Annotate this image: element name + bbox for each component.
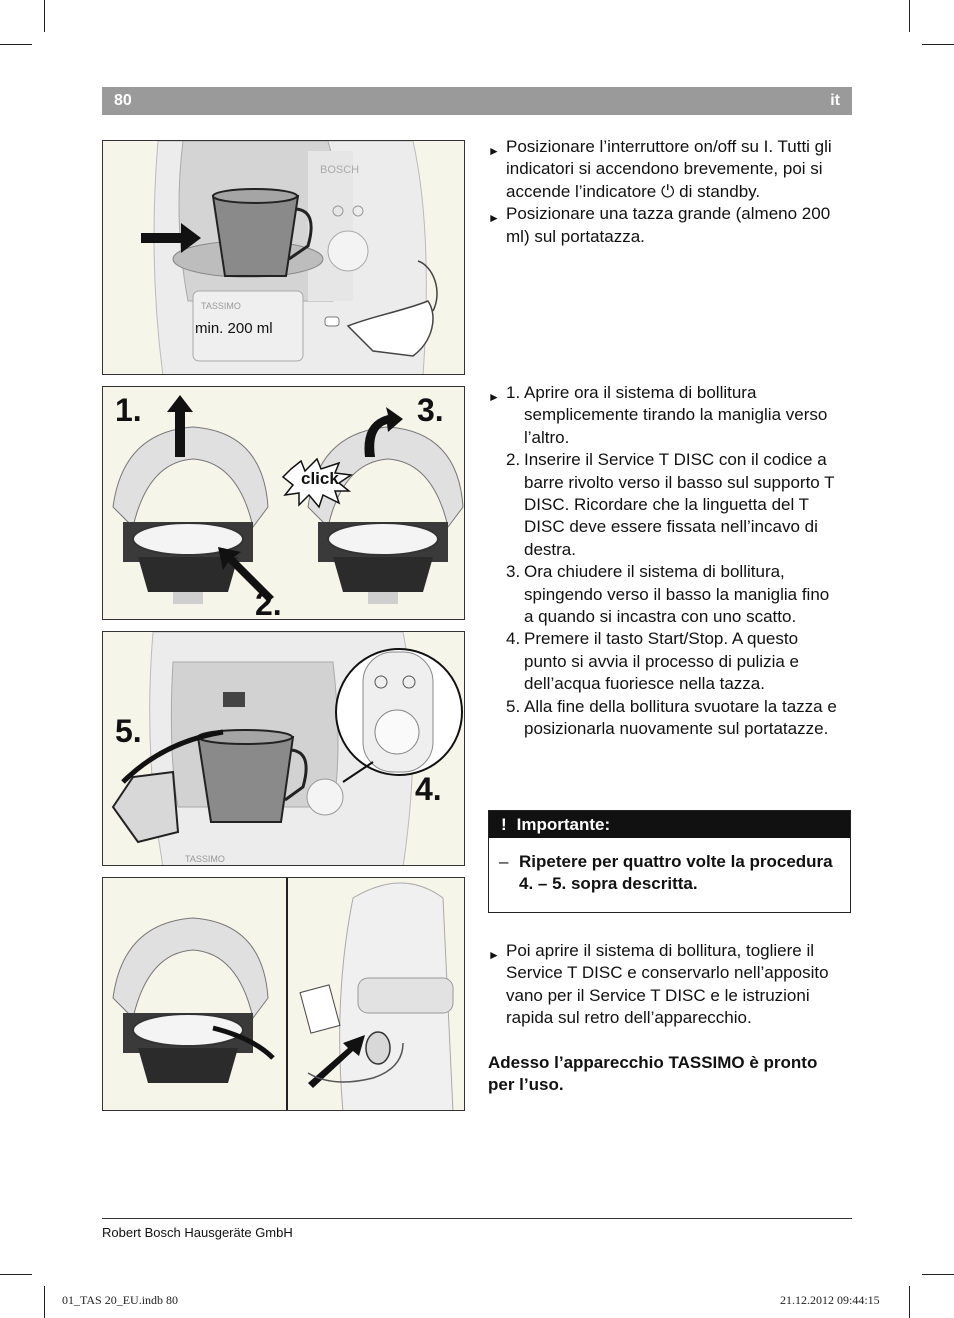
figure-place-cup <box>102 140 465 375</box>
bullet-triangle-icon: ► <box>488 211 500 226</box>
footer-company: Robert Bosch Hausgeräte GmbH <box>102 1225 293 1240</box>
bullet-triangle-icon: ► <box>488 144 500 158</box>
step-item: ► 1. Aprire ora il sistema di bollitura semplicemente tirando la maniglia verso l’altro. <box>488 383 828 447</box>
instructions-store <box>488 940 844 1096</box>
step-item: 4. Premere il tasto Start/Stop. A questo punto si avvia il processo di pulizia e dell’acqua fuoriesce nella tazza. <box>506 629 799 694</box>
step-item: 3. Ora chiudere il sistema di bollitura, spingendo verso il basso la maniglia fino a quando si incastra con uno scatto. <box>506 562 830 627</box>
instructions-cup <box>488 136 856 248</box>
step-4-label: 4. <box>415 771 442 807</box>
figure-insert-disc <box>102 386 465 620</box>
page-number: 80 <box>114 92 132 109</box>
print-slug-file: 01_TAS 20_EU.indb 80 <box>62 1293 179 1307</box>
language-code: it <box>830 92 840 109</box>
cup-icon <box>213 196 298 276</box>
brand-logo-text: BOSCH <box>320 164 360 176</box>
crop-mark <box>922 1274 954 1275</box>
bullet-item: ► Posizionare una tazza grande (almeno 200 ml) sul portatazza. <box>488 204 831 246</box>
crop-mark <box>0 44 32 45</box>
crop-mark <box>44 1286 45 1318</box>
crop-mark <box>922 44 954 45</box>
bullet-triangle-icon: ► <box>488 390 500 404</box>
cleaning-illustration <box>103 632 465 866</box>
min-volume-label: min. 200 ml <box>195 320 273 337</box>
step-5-label: 5. <box>115 713 142 749</box>
step-item: 5. Alla fine della bollitura svuotare la tazza e posizionarla nuovamente sul portatazze. <box>506 696 837 739</box>
important-header <box>489 811 850 838</box>
step-item: 2. Inserire il Service T DISC con il codice a barre rivolto verso il basso sul supporto T DISC. Ricordare che la linguetta del T DISC deve essere fissata nell’incavo di destra. <box>506 450 835 559</box>
warning-icon: ! <box>501 815 507 834</box>
crop-mark <box>909 0 910 32</box>
print-slug-date: 21.12.2012 09:44:15 <box>780 1293 880 1307</box>
final-statement: Adesso l’apparecchio TASSIMO è pronto per l’uso. <box>488 1052 818 1095</box>
crop-mark <box>909 1286 910 1318</box>
figure-start-cleaning <box>102 631 465 866</box>
machine-illustration <box>103 141 465 375</box>
bullet-item: ► Poi aprire il sistema di bollitura, togliere il Service T DISC e conservarlo nell’apposito vano per il Service T DISC e le istruzioni rapida sul retro dell’apparecchio. <box>488 941 829 1028</box>
figure-store-disc <box>102 877 465 1111</box>
step-3-label: 3. <box>417 392 444 428</box>
bullet-triangle-icon: ► <box>488 948 500 962</box>
footer-divider <box>102 1218 852 1219</box>
disc-card-icon <box>300 985 340 1033</box>
important-body: – Ripetere per quattro volte la procedura 4. – 5. sopra descritta. <box>499 852 833 894</box>
store-disc-illustration <box>103 878 465 1111</box>
crop-mark <box>44 0 45 32</box>
cup-brand-text: TASSIMO <box>185 854 225 864</box>
step-1-label: 1. <box>115 392 142 428</box>
cup-brand-text: TASSIMO <box>201 301 241 311</box>
click-label: click <box>301 469 339 488</box>
brew-unit-illustration <box>103 387 465 620</box>
important-notice <box>488 810 851 913</box>
tilted-cup-icon <box>113 772 178 842</box>
bullet-item: ► Posizionare l’interruttore on/off su I. Tutti gli indicatori si accendono brevemente, poi si accende l’indicatore ⏻ di standby. <box>488 137 832 201</box>
crop-mark <box>0 1274 32 1275</box>
page-header <box>102 87 852 115</box>
step-2-label: 2. <box>255 586 282 621</box>
important-title: Importante: <box>516 815 611 834</box>
instructions-cleaning-steps <box>488 382 838 741</box>
cup-icon <box>198 737 293 822</box>
